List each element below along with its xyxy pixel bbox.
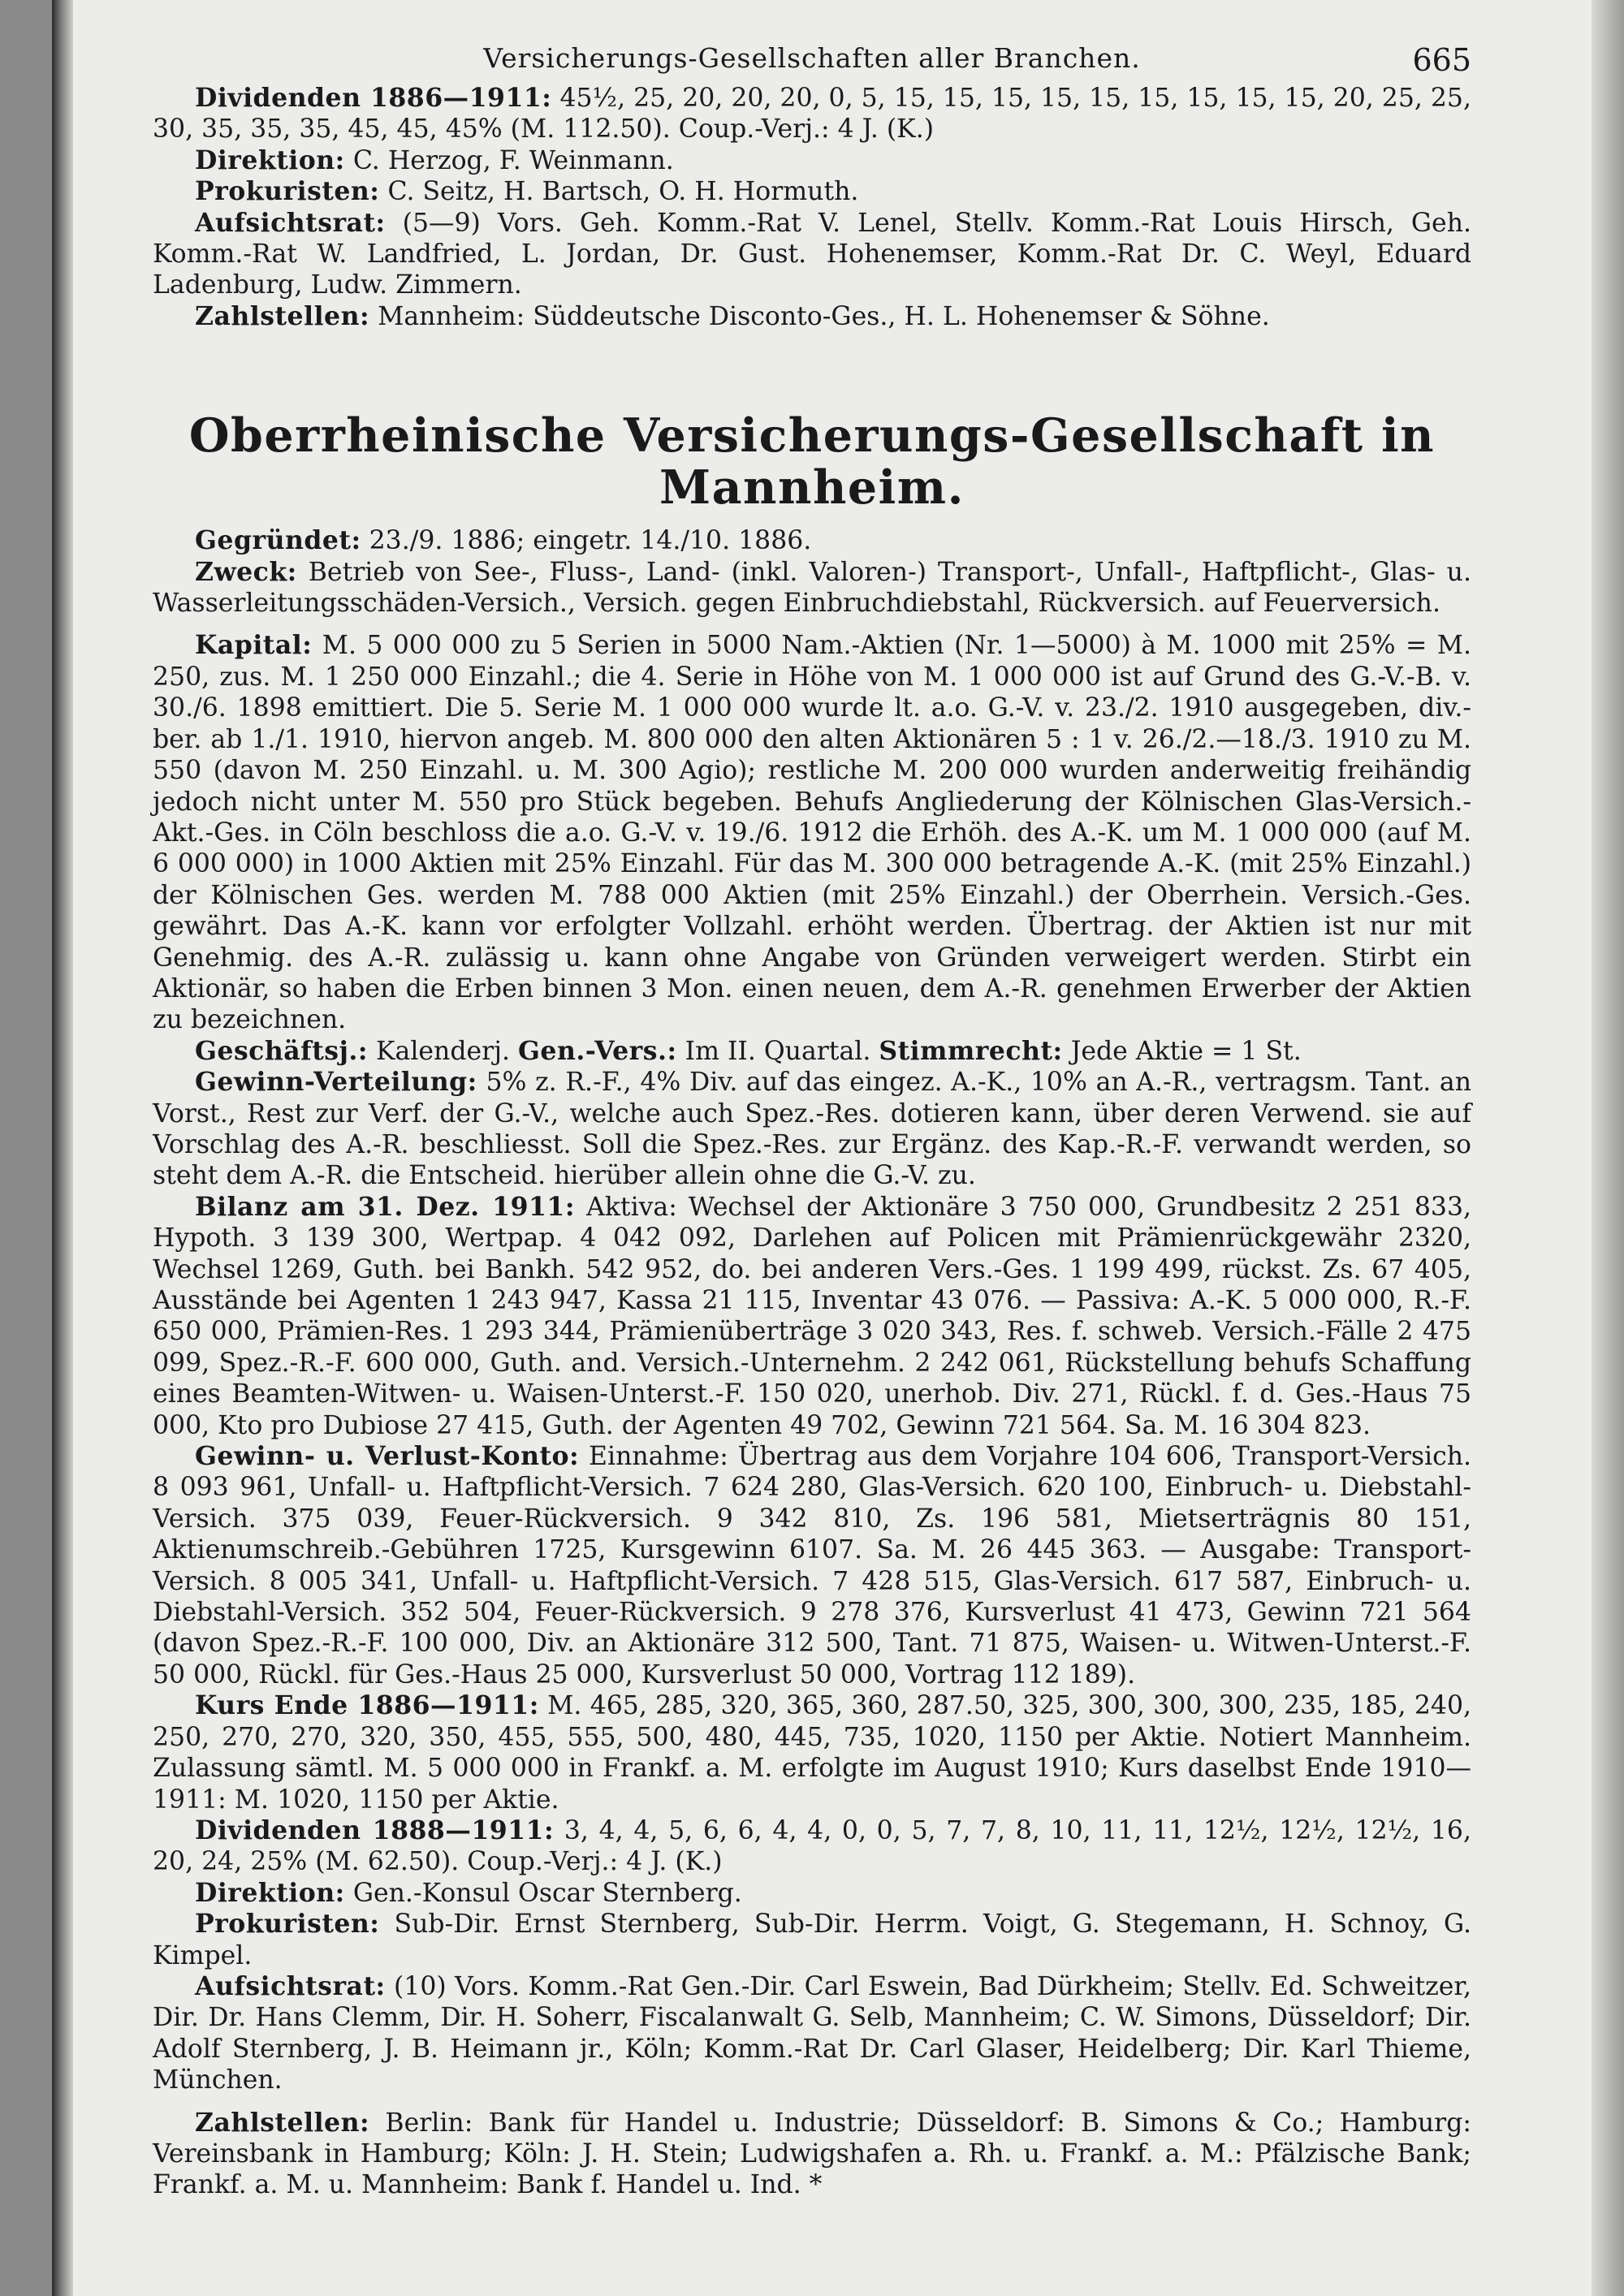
page-edge: [1592, 0, 1624, 2296]
running-title: Versicherungs-Gesellschaften aller Branchen.: [483, 42, 1141, 74]
entry-gewinn-verteilung: Gewinn-Verteilung: 5% z. R.-F., 4% Div. auf das eingez. A.-K., 10% an A.-R., vertragsm. Tant. an Vorst., Rest zur Verf. der G.-V., welche auch Spez.-Res. dotieren kann, über deren Verwend. sie auf Vorschlag des A.-R. beschliesst. Soll die Spez.-Res. zur Ergänz. des Kap.-R.-F. verwandt werden, so steht dem A.-R. die Entscheid. hierüber allein ohne die G.-V. zu.: [153, 1067, 1471, 1191]
entry-gegruendet: Gegründet: 23./9. 1886; eingetr. 14./10. 1886.: [195, 525, 812, 556]
prev-direktion: Direktion: C. Herzog, F. Weinmann.: [195, 145, 674, 175]
prev-zahlstellen: Zahlstellen: Mannheim: Süddeutsche Disconto-Ges., H. L. Hohenemser & Söhne.: [195, 300, 1270, 331]
entry-geschaeftsjahr: Geschäftsj.: Kalenderj. Gen.-Vers.: Im II. Quartal. Stimmrecht: Jede Aktie = 1 St.: [195, 1035, 1302, 1066]
entry-gewinn-verlust: Gewinn- u. Verlust-Konto: Einnahme: Übertrag aus dem Vorjahre 104 606, Transport-Versich. 8 093 961, Unfall- u. Haftpflicht-Versich. 7 624 280, Glas-Versich. 620 100, Einbruch- u. Diebstahl-Versich. 375 039, Feuer-Rückversich. 9 342 810, Zs. 196 581, Mietserträgnis 80 151, Aktienumschreib.-Gebühren 1725, Kursgewinn 6107. Sa. M. 26 445 363. — Ausgabe: Transport-Versich. 8 005 341, Unfall- u. Haftpflicht-Versich. 7 428 515, Glas-Versich. 617 587, Einbruch- u. Diebstahl-Versich. 352 504, Feuer-Rückversich. 9 278 376, Kursverlust 41 473, Gewinn 721 564 (davon Spez.-R.-F. 100 000, Div. an Aktionäre 312 500, Tant. 71 875, Waisen- u. Witwen-Unterst.-F. 50 000, Rückl. für Ges.-Haus 25 000, Kursverlust 50 000, Vortrag 112 189).: [153, 1441, 1472, 1690]
entry-zahlstellen: Zahlstellen: Berlin: Bank für Handel u. Industrie; Düsseldorf: B. Simons & Co.; Hamburg: Vereinsbank in Hamburg; Köln: J. H. Stein; Ludwigshafen a. Rh. u. Frankf. a. M.: Pfälzische Bank; Frankf. a. M. u. Mannheim: Bank f. Handel u. Ind. *: [153, 2107, 1471, 2200]
entry-zweck: Zweck: Betrieb von See-, Fluss-, Land- (inkl. Valoren-) Transport-, Unfall-, Haftpflicht-, Glas- u. Wasserleitungsschäden-Versich., Versich. gegen Einbruchdiebstahl, Rückversich. auf Feuerversich.: [153, 556, 1471, 619]
company-title: Oberrheinische Versicherungs-Gesellschaft in Mannheim.: [188, 408, 1436, 516]
entry-dividenden: Dividenden 1888—1911: 3, 4, 4, 5, 6, 6, 4, 4, 0, 0, 5, 7, 7, 8, 10, 11, 11, 12½, 12½, 12½, 16, 20, 24, 25% (M. 62.50). Coup.-Verj.: 4 J. (K.): [153, 1815, 1471, 1877]
entry-kurs: Kurs Ende 1886—1911: M. 465, 285, 320, 365, 360, 287.50, 325, 300, 300, 300, 235, 185, 240, 250, 270, 270, 320, 350, 455, 555, 500, 480, 445, 735, 1020, 1150 per Aktie. Notiert Mannheim. Zulassung sämtl. M. 5 000 000 in Frankf. a. M. erfolgte im August 1910; Kurs daselbst Ende 1910—1911: M. 1020, 1150 per Aktie.: [153, 1690, 1471, 1815]
previous-entry: [153, 83, 1471, 332]
prev-prokuristen: Prokuristen: C. Seitz, H. Bartsch, O. H. Hormuth.: [195, 176, 859, 207]
entry-direktion: Direktion: Gen.-Konsul Oscar Sternberg.: [195, 1877, 742, 1908]
book-gutter: [52, 0, 73, 2296]
prev-aufsichtsrat: Aufsichtsrat: (5—9) Vors. Geh. Komm.-Rat V. Lenel, Stellv. Komm.-Rat Louis Hirsch, Geh. Komm.-Rat W. Landfried, L. Jordan, Dr. Gust. Hohenemser, Komm.-Rat Dr. C. Weyl, Eduard Ladenburg, Ludw. Zimmern.: [153, 207, 1471, 300]
prev-dividenden: Dividenden 1886—1911: 45½, 25, 20, 20, 20, 0, 5, 15, 15, 15, 15, 15, 15, 15, 15, 15, 20, 25, 25, 30, 35, 35, 35, 45, 45, 45% (M. 112.50). Coup.-Verj.: 4 J. (K.): [153, 83, 1471, 145]
entry-kapital: Kapital: M. 5 000 000 zu 5 Serien in 5000 Nam.-Aktien (Nr. 1—5000) à M. 1000 mit 25% = M. 250, zus. M. 1 250 000 Einzahl.; die 4. Serie in Höhe von M. 1 000 000 ist auf Grund des G.-V.-B. v. 30./6. 1898 emittiert. Die 5. Serie M. 1 000 000 wurde lt. a.o. G.-V. v. 23./2. 1910 ausgegeben, div.-ber. ab 1./1. 1910, hiervon angeb. M. 800 000 den alten Aktionären 5 : 1 v. 26./2.—18./3. 1910 zu M. 550 (davon M. 250 Einzahl. u. M. 300 Agio); restliche M. 200 000 wurden anderweitig freihändig jedoch nicht unter M. 550 pro Stück begeben. Behufs Angliederung der Kölnischen Glas-Versich.-Akt.-Ges. in Cöln beschloss die a.o. G.-V. v. 19./6. 1912 die Erhöh. des A.-K. um M. 1 000 000 (auf M. 6 000 000) in 1000 Aktien mit 25% Einzahl. Für das M. 300 000 betragende A.-K. (mit 25% Einzahl.) der Kölnischen Ges. werden M. 788 000 Aktien (mit 25% Einzahl.) der Oberrhein. Versich.-Ges. gewährt. Das A.-K. kann vor erfolgter Vollzahl. erhöht werden. Übertrag. der Aktien ist nur mit Genehmig. des A.-R. zulässig u. kann ohne Angabe von Gründen verweigert werden. Stirbt ein Aktionär, so haben die Erben binnen 3 Mon. einen neuen, dem A.-R. genehmen Erwerber der Aktien zu bezeichnen.: [153, 630, 1471, 1035]
page-number: 665: [1412, 42, 1471, 78]
page-content: [153, 42, 1471, 2201]
running-header: [153, 42, 1471, 83]
entry-prokuristen: Prokuristen: Sub-Dir. Ernst Sternberg, Sub-Dir. Herrm. Voigt, G. Stegemann, H. Schnoy, G. Kimpel.: [153, 1909, 1471, 1970]
company-entry: [153, 525, 1471, 2201]
entry-bilanz: Bilanz am 31. Dez. 1911: Aktiva: Wechsel der Aktionäre 3 750 000, Grundbesitz 2 251 833, Hypoth. 3 139 300, Wertpap. 4 042 092, Darlehen auf Policen mit Prämienrückgewähr 2320, Wechsel 1269, Guth. bei Bankh. 542 952, do. bei anderen Vers.-Ges. 1 199 499, rückst. Zs. 67 405, Ausstände bei Agenten 1 243 947, Kassa 21 115, Inventar 43 076. — Passiva: A.-K. 5 000 000, R.-F. 650 000, Prämien-Res. 1 293 344, Prämienüberträge 3 020 343, Res. f. schweb. Versich.-Fälle 2 475 099, Spez.-R.-F. 600 000, Guth. and. Versich.-Unternehm. 2 242 061, Rückstellung behufs Schaffung eines Beamten-Witwen- u. Waisen-Unterst.-F. 150 020, unerhob. Div. 271, Rückl. f. d. Ges.-Haus 75 000, Kto pro Dubiose 27 415, Guth. der Agenten 49 702, Gewinn 721 564. Sa. M. 16 304 823.: [153, 1191, 1471, 1440]
entry-aufsichtsrat: Aufsichtsrat: (10) Vors. Komm.-Rat Gen.-Dir. Carl Eswein, Bad Dürkheim; Stellv. Ed. Schweitzer, Dir. Dr. Hans Clemm, Dir. H. Soherr, Fiscalanwalt G. Selb, Mannheim; C. W. Simons, Düsseldorf; Dir. Adolf Sternberg, J. B. Heimann jr., Köln; Komm.-Rat Dr. Carl Glaser, Heidelberg; Dir. Karl Thieme, München.: [153, 1970, 1471, 2095]
